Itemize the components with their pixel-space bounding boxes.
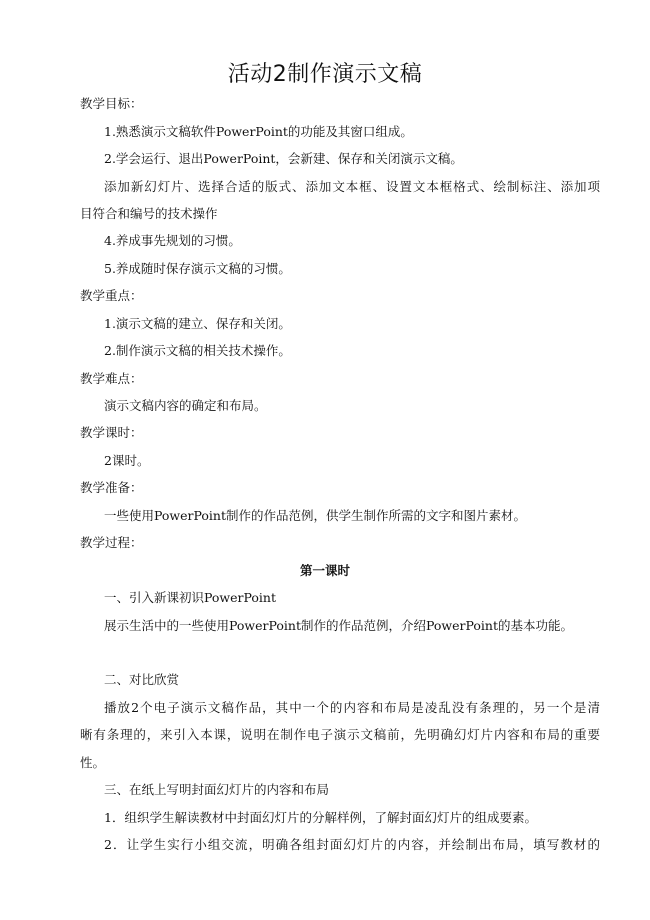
section-2-text-line-2: 晰有条理的，来引入本课，说明在制作电子演示文稿前，先明确幻灯片内容和布局的重要 [80, 727, 600, 742]
goal-item-1: 1.熟悉演示文稿软件PowerPoint的功能及其窗口组成。 [104, 124, 413, 139]
heading-difficulties: 教学难点： [80, 371, 143, 386]
goal-item-3-line-2: 目符合和编号的技术操作 [80, 206, 218, 221]
section-2-text-line-3: 性。 [80, 755, 106, 770]
heading-preparation: 教学准备： [80, 480, 143, 495]
section-3-item-1: 1．组织学生解读教材中封面幻灯片的分解样例，了解封面幻灯片的组成要素。 [104, 810, 537, 825]
goal-item-5: 5.养成随时保存演示文稿的习惯。 [104, 261, 291, 276]
lesson-one-heading: 第一课时 [299, 563, 350, 578]
section-1-heading: 一、引入新课初识PowerPoint [104, 590, 277, 605]
preparation-text: 一些使用PowerPoint制作的作品范例，供学生制作所需的文字和图片素材。 [104, 508, 527, 523]
section-2-heading: 二、对比欣赏 [104, 672, 180, 687]
heading-teaching-goals: 教学目标： [80, 96, 143, 111]
heading-key-points: 教学重点： [80, 288, 143, 303]
key-point-2: 2.制作演示文稿的相关技术操作。 [104, 343, 291, 358]
goal-item-2: 2.学会运行、退出PowerPoint，会新建、保存和关闭演示文稿。 [104, 151, 463, 166]
key-point-1: 1.演示文稿的建立、保存和关闭。 [104, 316, 291, 331]
heading-class-hours: 教学课时： [80, 425, 143, 440]
section-2-text-line-1: 播放2个电子演示文稿作品，其中一个的内容和布局是凌乱没有条理的，另一个是清 [104, 700, 600, 715]
class-hours-text: 2课时。 [104, 453, 150, 468]
section-3-item-2: 2．让学生实行小组交流，明确各组封面幻灯片的内容，并绘制出布局，填写教材的 [104, 837, 600, 852]
section-1-text: 展示生活中的一些使用PowerPoint制作的作品范例，介绍PowerPoint的基本功能。 [104, 618, 574, 633]
heading-process: 教学过程： [80, 535, 143, 550]
document-title: 活动2制作演示文稿 [227, 62, 423, 87]
section-3-heading: 三、在纸上写明封面幻灯片的内容和布局 [104, 782, 330, 797]
difficulty-text: 演示文稿内容的确定和布局。 [104, 398, 267, 413]
goal-item-4: 4.养成事先规划的习惯。 [104, 233, 241, 248]
goal-item-3-line-1: 添加新幻灯片、选择合适的版式、添加文本框、设置文本框格式、绘制标注、添加项 [104, 179, 600, 194]
